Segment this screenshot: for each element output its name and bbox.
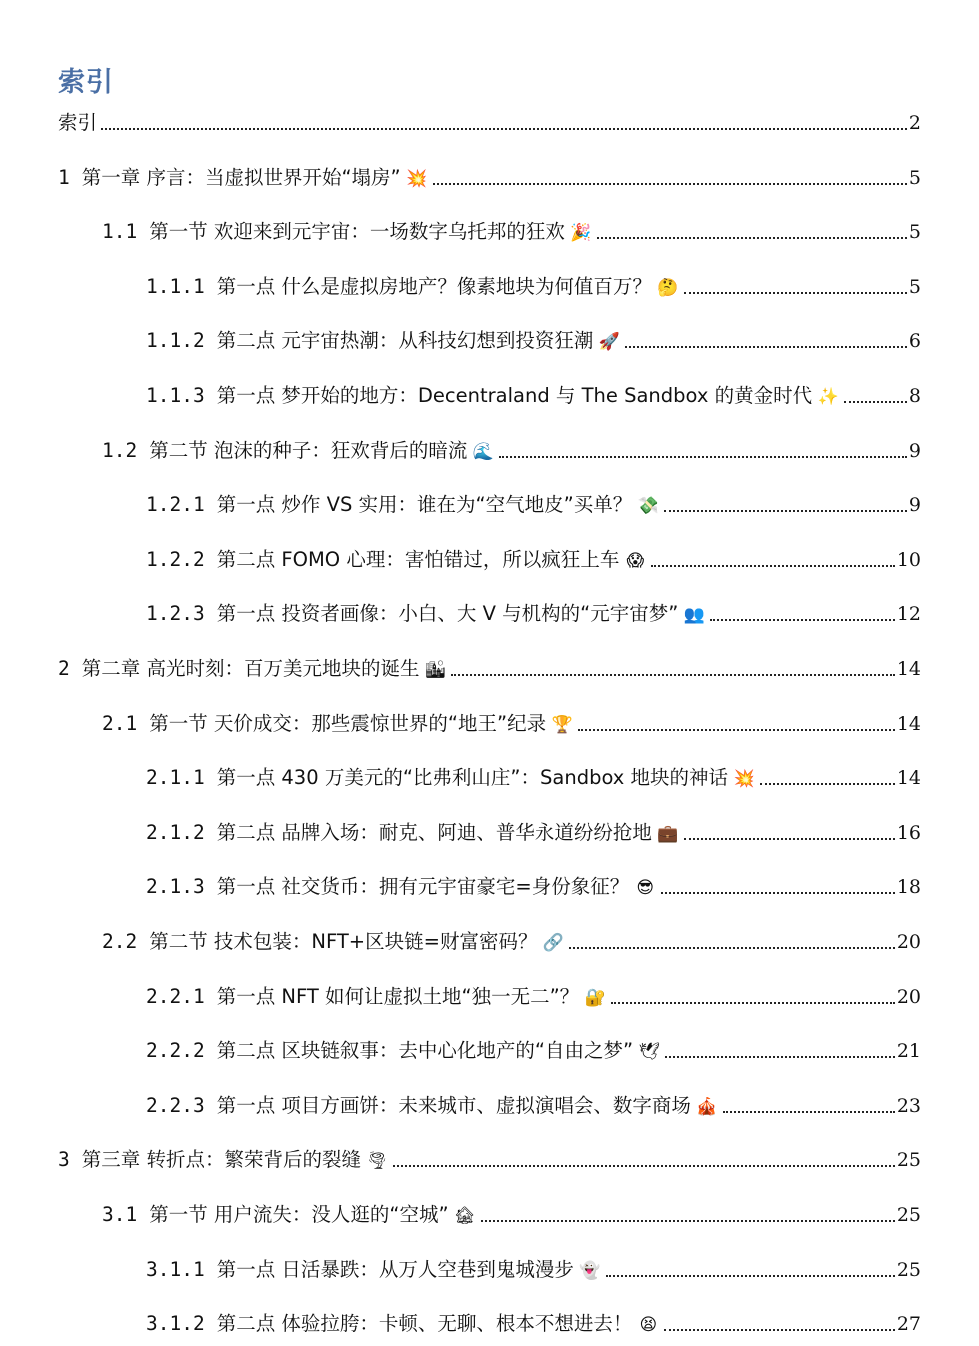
cityscape-icon: 🏙 xyxy=(424,660,447,680)
toc-entry-number: 2.2.1 xyxy=(146,984,205,1008)
toc-entry-title: 第一点 NFT 如何让虚拟土地“独一无二”？ xyxy=(216,984,580,1008)
toc-entry-title: 第二节 技术包装：NFT+区块链=财富密码？ xyxy=(149,930,538,953)
toc-entry-number: 1.1.2 xyxy=(146,329,205,353)
toc-entry-number: 3.1.1 xyxy=(146,1257,205,1281)
toc-entry-page-number: 14 xyxy=(896,658,921,680)
toc-entry-page-number: 25 xyxy=(896,1258,921,1281)
toc-entry-title: 第二点 FOMO 心理：害怕错过，所以疯狂上车 xyxy=(216,547,620,571)
toc-entry-title: 第二点 元宇宙热潮：从科技幻想到投资狂潮 xyxy=(216,329,594,353)
toc-entry-page-number: 5 xyxy=(908,221,921,244)
toc-entry[interactable] xyxy=(146,984,921,1010)
toc-entry[interactable] xyxy=(102,1202,921,1228)
dot-leader xyxy=(393,1165,895,1167)
toc-entry-page-number: 21 xyxy=(896,1040,921,1063)
toc-entry-page-number: 25 xyxy=(896,1204,921,1226)
dot-leader xyxy=(451,674,894,676)
toc-entry[interactable] xyxy=(146,492,921,518)
dot-leader xyxy=(664,1329,894,1331)
toc-entry-number: 1.2.3 xyxy=(146,602,205,626)
toc-entry-title: 第一点 项目方画饼：未来城市、虚拟演唱会、数字商场 xyxy=(216,1093,691,1117)
thinking-face-icon: 🤔 xyxy=(657,277,679,298)
toc-entry-page-number: 12 xyxy=(896,603,921,626)
link-icon: 🔗 xyxy=(542,933,565,953)
toc-entry[interactable] xyxy=(58,110,921,136)
dot-leader xyxy=(710,619,894,621)
toc-entry-title: 第一点 社交货币：拥有元宇宙豪宅=身份象征？ xyxy=(216,875,630,899)
toc-entry-title: 第一点 430 万美元的“比弗利山庄”：Sandbox 地块的神话 xyxy=(216,766,729,790)
rocket-icon: 🚀 xyxy=(598,332,620,353)
toc-entry-number: 2.2.3 xyxy=(146,1093,205,1117)
toc-entry-number: 2.1.1 xyxy=(146,766,205,790)
dot-leader xyxy=(661,892,895,894)
toc-entry[interactable] xyxy=(146,328,921,354)
toc-entry-title: 第一点 日活暴跌：从万人空巷到鬼城漫步 xyxy=(216,1257,574,1281)
toc-entry[interactable] xyxy=(146,1093,921,1119)
toc-entry-page-number: 20 xyxy=(896,931,921,953)
toc-entry-title: 第一节 用户流失：没人逛的“空城” xyxy=(149,1203,449,1226)
toc-entry[interactable] xyxy=(102,929,921,955)
toc-entry-number: 2.2.2 xyxy=(146,1039,205,1063)
toc-entry-page-number: 9 xyxy=(908,494,921,517)
dot-leader xyxy=(760,783,895,785)
toc-entry-number: 3 xyxy=(58,1148,70,1172)
toc-entry-number: 2 xyxy=(58,657,70,680)
sunglasses-face-icon: 😎 xyxy=(636,878,655,899)
screaming-face-icon: 😱 xyxy=(626,550,645,571)
money-with-wings-icon: 💸 xyxy=(637,496,659,517)
toc-entry-title: 第二节 泡沫的种子：狂欢背后的暗流 xyxy=(149,438,468,462)
dot-leader xyxy=(723,1111,895,1113)
dot-leader xyxy=(597,237,907,239)
wave-icon: 🌊 xyxy=(472,441,495,462)
toc-entry-page-number: 23 xyxy=(896,1094,921,1117)
dot-leader xyxy=(684,292,907,294)
collision-icon: 💥 xyxy=(406,168,428,189)
toc-entry-page-number: 10 xyxy=(896,548,921,571)
dot-leader xyxy=(481,1220,895,1222)
toc-entry-page-number: 5 xyxy=(908,166,921,189)
dot-leader xyxy=(578,729,895,731)
toc-entry-page-number: 9 xyxy=(908,439,921,462)
toc-entry[interactable] xyxy=(58,656,921,682)
dot-leader xyxy=(569,947,894,949)
toc-entry-page-number: 16 xyxy=(896,821,921,844)
dot-leader xyxy=(844,401,907,403)
trophy-icon: 🏆 xyxy=(551,714,573,735)
toc-entry-number: 1.1.3 xyxy=(146,384,205,407)
tornado-icon: 🌪 xyxy=(366,1151,388,1172)
toc-entry-page-number: 14 xyxy=(896,712,921,735)
toc-entry-number: 1.2.2 xyxy=(146,547,205,571)
dot-leader xyxy=(101,128,907,130)
toc-entry-title: 第一点 炒作 VS 实用：谁在为“空气地皮”买单？ xyxy=(216,493,633,517)
toc-entry-page-number: 8 xyxy=(908,385,921,407)
ghost-icon: 👻 xyxy=(579,1260,601,1281)
derelict-house-icon: 🏚 xyxy=(453,1206,476,1226)
toc-entry-page-number: 25 xyxy=(896,1149,921,1172)
toc-entry[interactable] xyxy=(146,765,921,791)
toc-entry-title: 第三章 转折点：繁荣背后的裂缝 xyxy=(81,1148,361,1172)
sparkles-icon: ✨ xyxy=(817,387,839,407)
toc-entry-number: 2.1.3 xyxy=(146,875,205,899)
collision-icon: 💥 xyxy=(733,769,755,790)
toc-entry-page-number: 27 xyxy=(896,1313,921,1336)
toc-entry-number: 2.1.2 xyxy=(146,820,205,844)
busts-icon: 👥 xyxy=(683,605,705,626)
toc-entry[interactable] xyxy=(102,219,921,245)
dot-leader xyxy=(625,346,907,348)
toc-entry[interactable] xyxy=(146,274,921,300)
page-title: 索引 xyxy=(58,67,114,98)
dot-leader xyxy=(499,456,906,458)
lock-icon: 🔐 xyxy=(584,987,606,1008)
toc-entry-page-number: 14 xyxy=(896,767,921,790)
toc-entry[interactable] xyxy=(146,547,921,573)
toc-entry-page-number: 6 xyxy=(908,330,921,353)
toc-entry-title: 第一点 投资者画像：小白、大 V 与机构的“元宇宙梦” xyxy=(216,602,679,626)
tired-face-icon: 😫 xyxy=(639,1315,658,1336)
dot-leader xyxy=(665,1056,895,1058)
toc-entry[interactable] xyxy=(146,820,921,846)
toc-entry-title: 第一点 什么是虚拟房地产？像素地块为何值百万？ xyxy=(216,274,652,298)
toc-entry-title: 第一点 梦开始的地方：Decentraland 与 The Sandbox 的黄金时代 xyxy=(216,384,813,407)
toc-entry-title: 第一节 天价成交：那些震惊世界的“地王”纪录 xyxy=(149,711,547,735)
toc-entry-number: 1.1 xyxy=(102,220,138,244)
toc-entry-title: 第二点 体验拉胯：卡顿、无聊、根本不想进去！ xyxy=(216,1312,633,1336)
toc-entry[interactable] xyxy=(146,1311,921,1337)
toc-entry-page-number: 20 xyxy=(896,985,921,1008)
toc-entry[interactable] xyxy=(102,711,921,737)
toc-entry[interactable] xyxy=(102,438,921,464)
toc-entry[interactable] xyxy=(146,601,921,627)
dove-icon: 🕊 xyxy=(638,1042,660,1063)
toc-entry-number: 2.1 xyxy=(102,711,138,735)
toc-entry[interactable] xyxy=(146,1038,921,1064)
toc-entry[interactable] xyxy=(58,1147,921,1173)
briefcase-icon: 💼 xyxy=(657,823,679,844)
party-popper-icon: 🎉 xyxy=(570,223,592,244)
toc-entry[interactable] xyxy=(146,383,921,409)
toc-entry-title: 第二点 品牌入场：耐克、阿迪、普华永道纷纷抢地 xyxy=(216,820,652,844)
dot-leader xyxy=(606,1275,895,1277)
toc-entry-page-number: 18 xyxy=(896,876,921,899)
toc-entry[interactable] xyxy=(146,1257,921,1283)
toc-entry-title: 第一章 序言：当虚拟世界开始“塌房” xyxy=(81,165,401,189)
toc-entry-page-number: 5 xyxy=(908,275,921,298)
toc-entry-number: 1 xyxy=(58,165,70,189)
toc-entry-number: 2.2 xyxy=(102,930,138,953)
toc-entry-number: 3.1 xyxy=(102,1203,138,1226)
toc-entry-number: 1.2.1 xyxy=(146,493,205,517)
toc-entry-number: 1.2 xyxy=(102,438,138,462)
dot-leader xyxy=(664,510,907,512)
toc-entry-title: 索引 xyxy=(58,111,98,134)
toc-entry-number: 3.1.2 xyxy=(146,1312,205,1336)
toc-entry-title: 第一节 欢迎来到元宇宙：一场数字乌托邦的狂欢 xyxy=(149,220,565,244)
toc-entry-number: 1.1.1 xyxy=(146,274,205,298)
dot-leader xyxy=(651,565,894,567)
toc-entry-title: 第二点 区块链叙事：去中心化地产的“自由之梦” xyxy=(216,1039,634,1063)
circus-tent-icon: 🎪 xyxy=(696,1096,718,1117)
dot-leader xyxy=(611,1002,895,1004)
dot-leader xyxy=(684,838,895,840)
toc-entry-page-number: 2 xyxy=(908,112,921,134)
toc-entry-title: 第二章 高光时刻：百万美元地块的诞生 xyxy=(81,657,420,680)
toc-entry[interactable] xyxy=(146,874,921,900)
dot-leader xyxy=(433,183,907,185)
toc-entry[interactable] xyxy=(58,165,921,191)
